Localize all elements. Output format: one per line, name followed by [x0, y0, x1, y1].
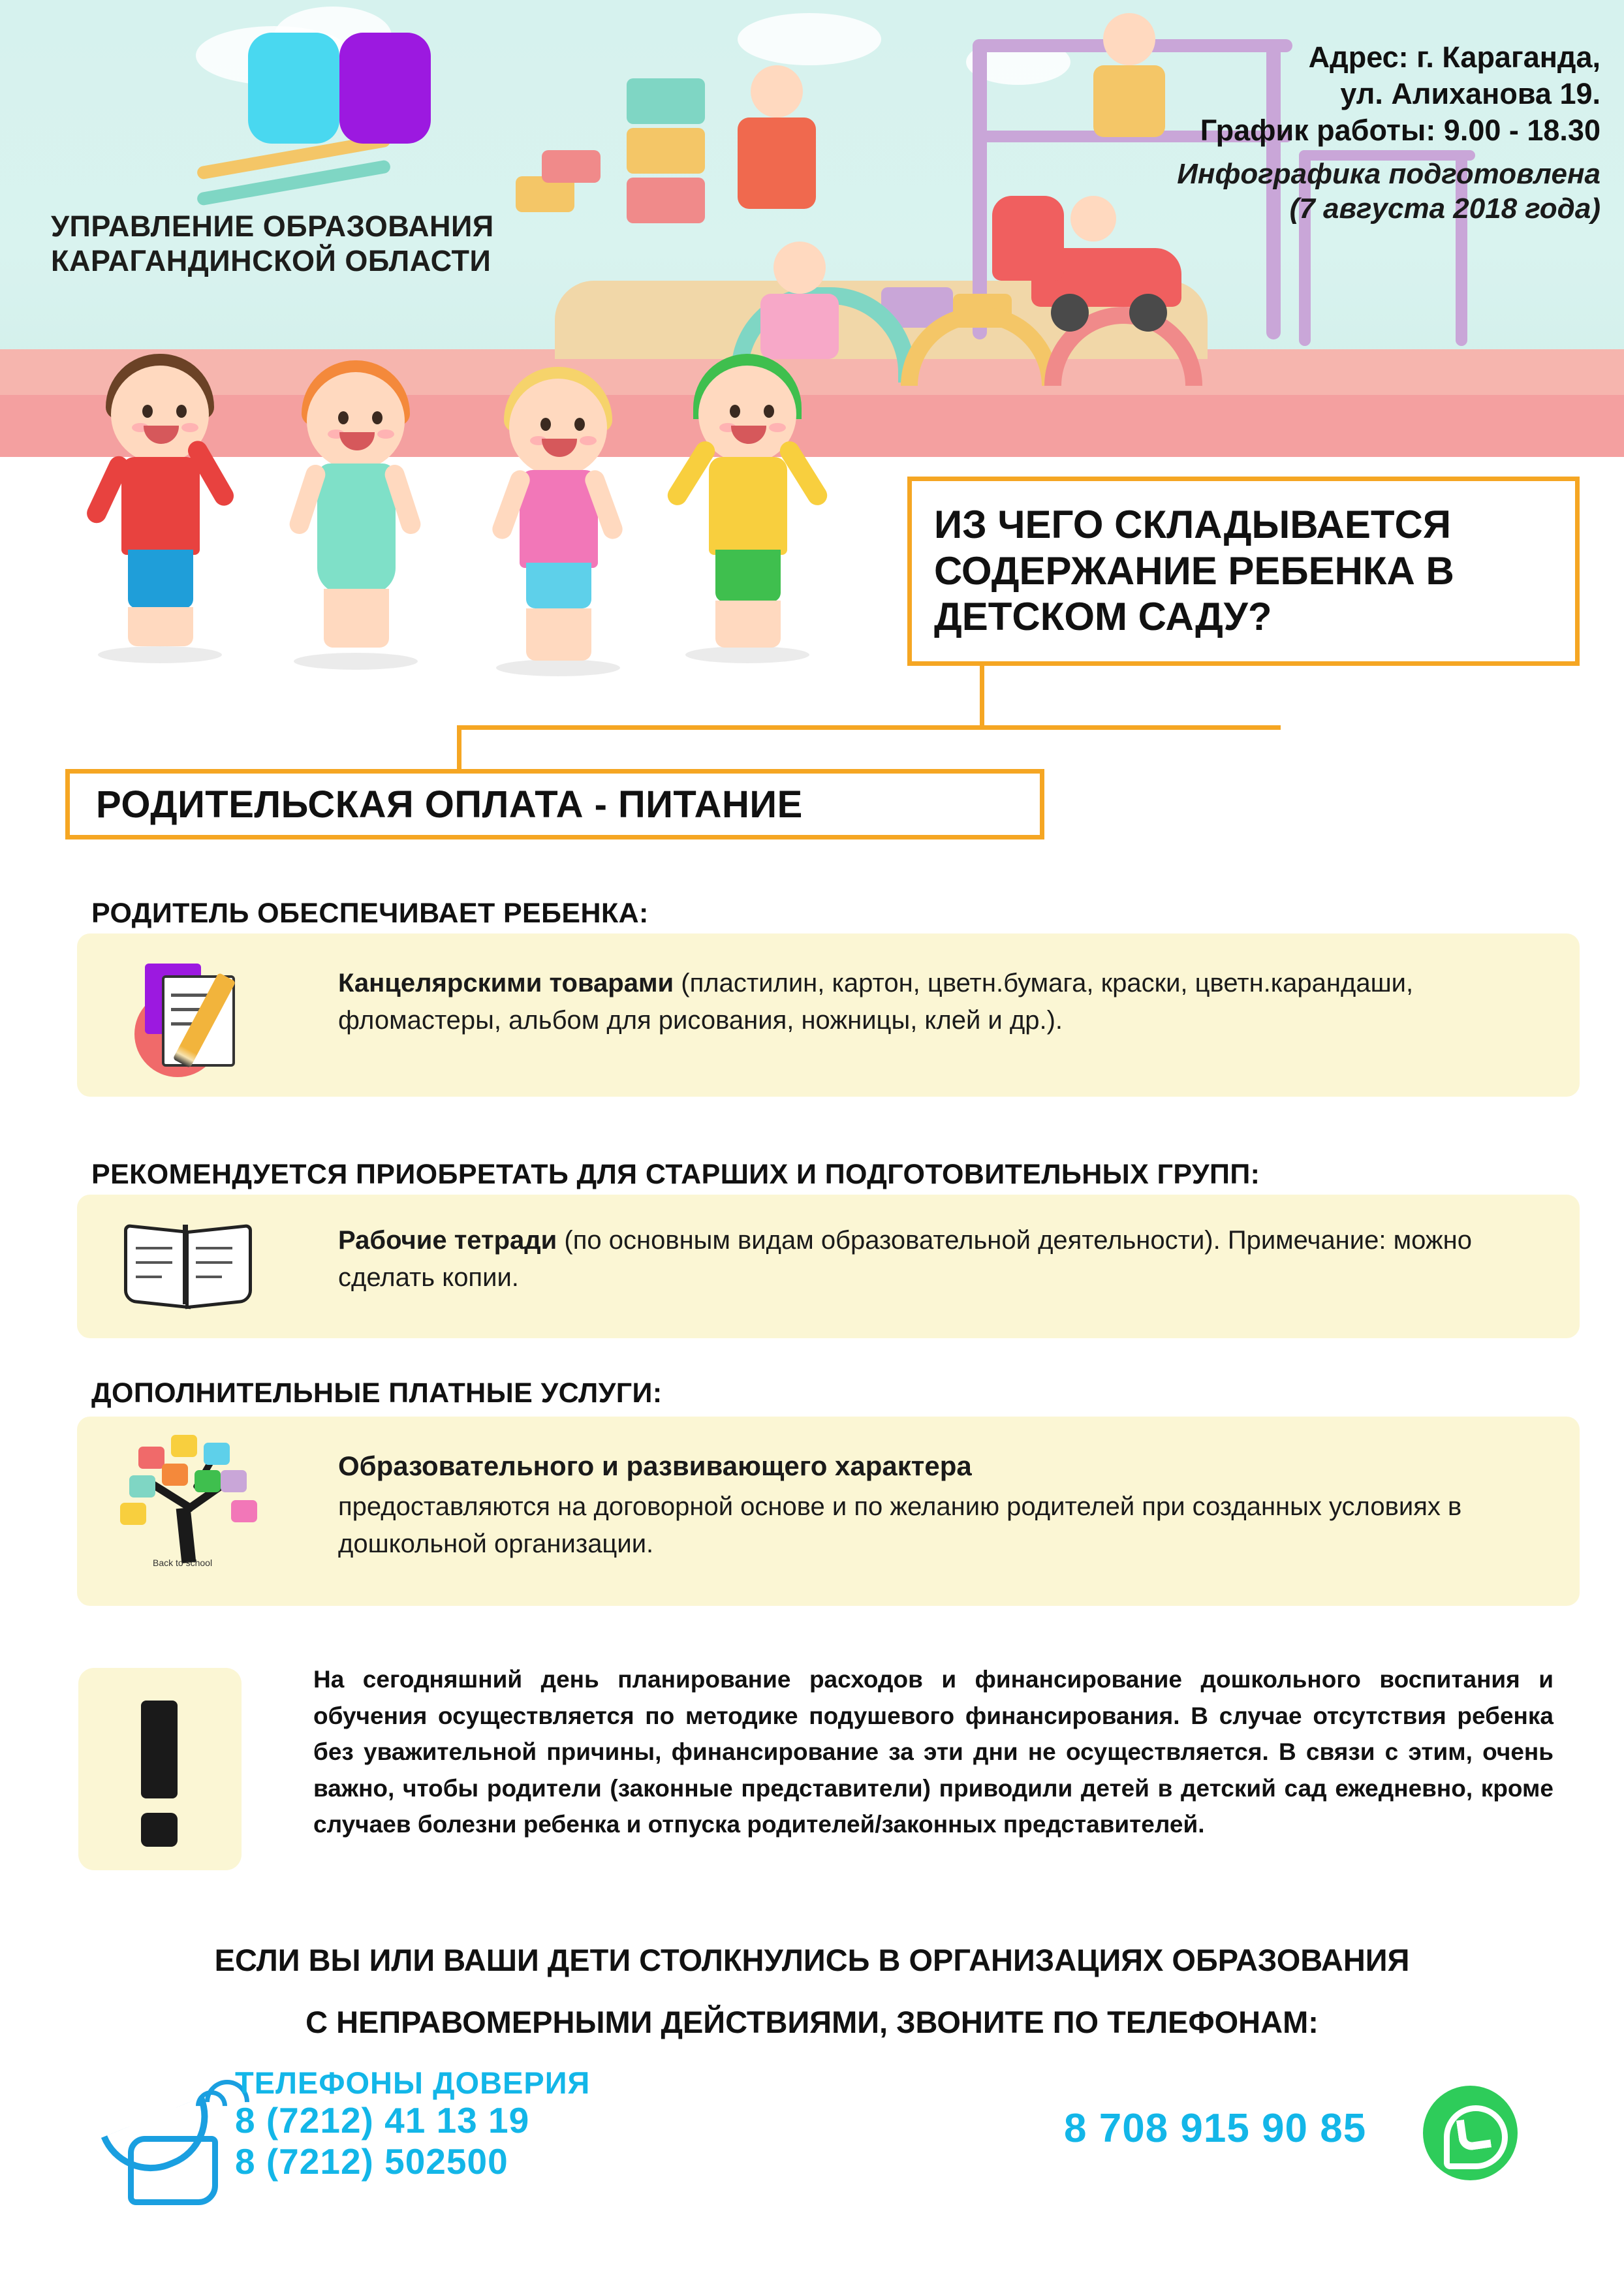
toy-block [627, 128, 705, 174]
trust-phones-block [235, 2066, 692, 2182]
stationery-icon [116, 953, 247, 1077]
lead-recommended: РЕКОМЕНДУЕТСЯ ПРИОБРЕТАТЬ ДЛЯ СТАРШИХ И ПОДГОТОВИТЕЛЬНЫХ ГРУПП: [91, 1159, 1260, 1190]
whatsapp-icon [1423, 2086, 1518, 2180]
logo-square-cyan [248, 33, 339, 144]
headline-box [907, 477, 1580, 666]
card-extra-services-title [338, 1447, 1559, 1486]
section-title-box [65, 769, 1044, 839]
address-block [1065, 39, 1601, 227]
lead-parent-provides: РОДИТЕЛЬ ОБЕСПЕЧИВАЕТ РЕБЕНКА: [91, 898, 649, 929]
card-extra-services [77, 1417, 1580, 1606]
card-workbooks [77, 1195, 1580, 1338]
card-extra-services-bold: Образовательного и развивающего характера [338, 1451, 972, 1481]
open-book-icon [123, 1221, 253, 1312]
section-title-text: РОДИТЕЛЬСКАЯ ОПЛАТА - ПИТАНИЕ [96, 783, 803, 826]
toy-block [542, 150, 601, 183]
tree-icon-caption: Back to school [153, 1558, 213, 1568]
cloud-decoration [738, 13, 881, 65]
card-extra-services-rest: предоставляются на договорной основе и по желанию родителей при созданных условиях в дошкольной организации. [338, 1492, 1462, 1558]
address-line-2: ул. Алиханова 19. [1340, 76, 1601, 110]
toy-car-wheel [1051, 294, 1089, 332]
infographic-note-line-2: (7 августа 2018 года) [1289, 193, 1601, 225]
exclamation-icon [78, 1668, 242, 1870]
organization-title: УПРАВЛЕНИЕ ОБРАЗОВАНИЯ КАРАГАНДИНСКОЙ ОБЛАСТИ [51, 210, 494, 278]
lead-paid-services: ДОПОЛНИТЕЛЬНЫЕ ПЛАТНЫЕ УСЛУГИ: [91, 1377, 663, 1409]
hotline-call-line-1: ЕСЛИ ВЫ ИЛИ ВАШИ ДЕТИ СТОЛКНУЛИСЬ В ОРГАНИЗАЦИЯХ ОБРАЗОВАНИЯ [214, 1943, 1410, 1977]
child-figure [773, 242, 826, 294]
whatsapp-number[interactable]: 8 708 915 90 85 [1064, 2106, 1367, 2151]
logo-square-purple [339, 33, 431, 144]
address-line-1: Адрес: г. Караганда, [1308, 40, 1601, 74]
card-workbooks-text [338, 1222, 1559, 1296]
knowledge-tree-icon [116, 1430, 266, 1573]
toy-block [627, 78, 705, 124]
card-stationery-rest: (пластилин, картон, цветн.бумага, краски, цветн.карандаши, фломастеры, альбом для рисования, ножницы, клей и др.). [338, 969, 1414, 1035]
handset-in-hand-icon [98, 2076, 235, 2200]
child-figure [738, 118, 816, 209]
funding-note-text: На сегодняшний день планирование расходов и финансирование дошкольного воспитания и обучения осуществляется по методике подушевого финансирования. В случае отсутствия ребенка без уважительной причины, финансирование за эти дни не осуществляется. В связи с этим, очень важно, чтобы родители (законные представители) приводили детей в детский сад ежедневно, кроме случаев болезни ребенка и отпуска родителей/законных представителей. [313, 1666, 1554, 1838]
trust-phone-2[interactable]: 8 (7212) 502500 [235, 2141, 508, 2182]
trust-phones-title: ТЕЛЕФОНЫ ДОВЕРИЯ [235, 2065, 591, 2100]
child-figure [751, 65, 803, 118]
card-workbooks-rest: (по основным видам образовательной деятельности). Примечание: можно сделать копии. [338, 1226, 1472, 1292]
connector-line [457, 665, 1279, 776]
backpack [992, 196, 1064, 281]
card-stationery-text [338, 965, 1559, 1039]
card-workbooks-bold: Рабочие тетради [338, 1226, 557, 1255]
toy-car-wheel [1129, 294, 1167, 332]
working-hours: График работы: 9.00 - 18.30 [1200, 113, 1601, 147]
logo [242, 20, 476, 170]
hotline-call-line-2: С НЕПРАВОМЕРНЫМИ ДЕЙСТВИЯМИ, ЗВОНИТЕ ПО ТЕЛЕФОНАМ: [305, 2005, 1319, 2039]
infographic-note-line-1: Инфографика подготовлена [1177, 158, 1601, 191]
trust-phone-1[interactable]: 8 (7212) 41 13 19 [235, 2099, 530, 2141]
card-stationery-bold: Канцелярскими товарами [338, 969, 674, 997]
headline-text: ИЗ ЧЕГО СКЛАДЫВАЕТСЯ СОДЕРЖАНИЕ РЕБЕНКА В ДЕТСКОМ САДУ? [934, 502, 1454, 639]
card-stationery [77, 933, 1580, 1097]
